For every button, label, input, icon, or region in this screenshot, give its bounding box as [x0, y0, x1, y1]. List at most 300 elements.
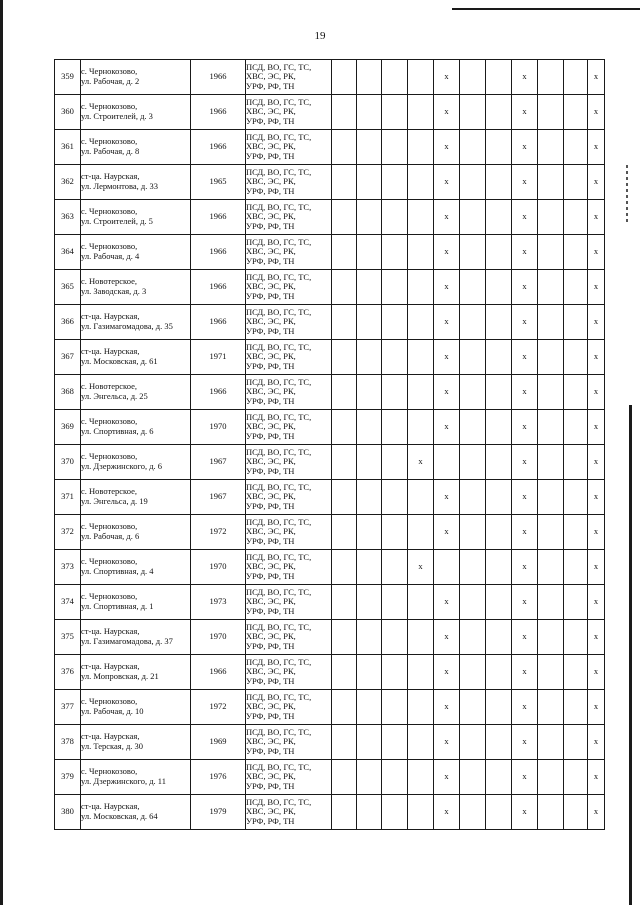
work-type-cell [538, 655, 564, 690]
year-built: 1973 [191, 585, 246, 620]
table-row [55, 375, 605, 410]
work-mark: x [593, 211, 599, 222]
services-line: ХВС, ЭС, РК, [246, 492, 296, 502]
address-cell [81, 445, 191, 480]
table-row [55, 620, 605, 655]
address-cell [81, 725, 191, 760]
work-type-cell [460, 690, 486, 725]
address-street: ул. Строителей, д. 5 [81, 217, 153, 226]
services-line: ПСД, ВО, ГС, ТС, [246, 447, 312, 457]
services-line: ПСД, ВО, ГС, ТС, [246, 202, 312, 212]
work-type-cell [538, 410, 564, 445]
address-street: ул. Энгельса, д. 19 [81, 497, 148, 506]
services-cell [246, 795, 332, 830]
work-type-cell [408, 795, 434, 830]
address-street: ул. Строителей, д. 3 [81, 112, 153, 121]
work-mark: x [444, 631, 449, 642]
year-built: 1976 [191, 760, 246, 795]
work-type-cell [382, 515, 408, 550]
address-locality: с. Чернокозово, [81, 557, 138, 567]
work-mark: x [522, 71, 527, 82]
services-cell [246, 305, 332, 340]
work-type-cell [486, 60, 512, 95]
work-type-cell [460, 165, 486, 200]
year-built: 1970 [191, 410, 246, 445]
work-mark: x [522, 666, 527, 677]
work-mark: x [593, 71, 599, 82]
work-type-cell [512, 95, 538, 130]
services-line: ПСД, ВО, ГС, ТС, [246, 62, 312, 72]
work-type-cell [434, 480, 460, 515]
services-line: ПСД, ВО, ГС, ТС, [246, 132, 312, 142]
services-line: ХВС, ЭС, РК, [246, 457, 296, 467]
work-type-cell [434, 760, 460, 795]
work-type-cell [332, 375, 357, 410]
work-type-cell [538, 760, 564, 795]
work-type-cell [332, 165, 357, 200]
work-mark: x [593, 106, 599, 117]
work-type-cell [486, 165, 512, 200]
work-type-cell [382, 165, 408, 200]
row-number: 378 [55, 725, 81, 760]
services-line: ПСД, ВО, ГС, ТС, [246, 727, 312, 737]
services-line: ХВС, ЭС, РК, [246, 632, 296, 642]
address-street: ул. Спортивная, д. 6 [81, 427, 154, 436]
services-line: ПСД, ВО, ГС, ТС, [246, 377, 312, 387]
work-type-cell [382, 340, 408, 375]
work-type-cell [357, 305, 382, 340]
work-type-cell [538, 515, 564, 550]
work-type-cell [332, 725, 357, 760]
work-type-cell [357, 200, 382, 235]
work-type-cell [564, 760, 588, 795]
work-type-cell [588, 375, 605, 410]
address-cell [81, 480, 191, 515]
work-mark: x [522, 176, 527, 187]
row-number: 376 [55, 655, 81, 690]
services-line: УРФ, РФ, ТН [246, 466, 295, 476]
table-row [55, 480, 605, 515]
work-type-cell [460, 620, 486, 655]
work-type-cell [382, 60, 408, 95]
services-cell [246, 480, 332, 515]
services-line: ХВС, ЭС, РК, [246, 422, 296, 432]
services-line: ПСД, ВО, ГС, ТС, [246, 237, 312, 247]
work-type-cell [588, 130, 605, 165]
work-type-cell [538, 550, 564, 585]
work-type-cell [486, 305, 512, 340]
address-locality: с. Чернокозово, [81, 697, 138, 707]
work-mark: x [444, 176, 449, 187]
work-mark: x [522, 736, 527, 747]
work-type-cell [382, 130, 408, 165]
year-built: 1966 [191, 235, 246, 270]
work-type-cell [512, 270, 538, 305]
housing-register-table [54, 59, 605, 830]
table-row [55, 410, 605, 445]
work-type-cell [538, 305, 564, 340]
services-line: УРФ, РФ, ТН [246, 536, 295, 546]
table-row [55, 340, 605, 375]
address-locality: с. Чернокозово, [81, 207, 138, 217]
address-street: ул. Дзержинского, д. 11 [81, 777, 166, 786]
work-mark: x [444, 211, 449, 222]
work-type-cell [486, 235, 512, 270]
work-type-cell [486, 445, 512, 480]
services-cell [246, 620, 332, 655]
work-type-cell [486, 95, 512, 130]
address-locality: с. Чернокозово, [81, 67, 138, 77]
work-type-cell [408, 340, 434, 375]
services-line: УРФ, РФ, ТН [246, 291, 295, 301]
address-cell [81, 95, 191, 130]
work-type-cell [538, 795, 564, 830]
work-type-cell [460, 410, 486, 445]
work-type-cell [408, 620, 434, 655]
work-type-cell [538, 585, 564, 620]
work-mark: x [593, 456, 599, 467]
work-type-cell [538, 445, 564, 480]
work-type-cell [332, 270, 357, 305]
services-line: ХВС, ЭС, РК, [246, 352, 296, 362]
work-type-cell [588, 410, 605, 445]
work-type-cell [512, 60, 538, 95]
work-mark: x [593, 176, 599, 187]
address-cell [81, 60, 191, 95]
work-type-cell [588, 760, 605, 795]
services-line: ПСД, ВО, ГС, ТС, [246, 167, 312, 177]
work-type-cell [434, 585, 460, 620]
work-type-cell [564, 445, 588, 480]
services-cell [246, 95, 332, 130]
services-line: ХВС, ЭС, РК, [246, 772, 296, 782]
work-type-cell [588, 340, 605, 375]
address-street: ул. Мопровская, д. 21 [81, 672, 159, 681]
work-mark: x [444, 666, 449, 677]
work-type-cell [538, 165, 564, 200]
work-type-cell [538, 95, 564, 130]
address-locality: ст-ца. Наурская, [81, 732, 140, 742]
services-line: ХВС, ЭС, РК, [246, 807, 296, 817]
work-mark: x [522, 246, 527, 257]
work-type-cell [332, 305, 357, 340]
row-number: 375 [55, 620, 81, 655]
work-type-cell [382, 95, 408, 130]
work-type-cell [486, 690, 512, 725]
services-line: ХВС, ЭС, РК, [246, 527, 296, 537]
address-locality: с. Новотерское, [81, 277, 137, 287]
work-mark: x [522, 386, 527, 397]
work-type-cell [588, 235, 605, 270]
work-mark: x [593, 141, 599, 152]
services-line: ПСД, ВО, ГС, ТС, [246, 552, 312, 562]
address-cell [81, 200, 191, 235]
services-line: УРФ, РФ, ТН [246, 571, 295, 581]
work-type-cell [486, 760, 512, 795]
address-locality: с. Чернокозово, [81, 242, 138, 252]
work-type-cell [434, 515, 460, 550]
work-type-cell [357, 340, 382, 375]
work-mark: x [593, 806, 599, 817]
work-type-cell [460, 445, 486, 480]
work-type-cell [434, 620, 460, 655]
work-type-cell [486, 585, 512, 620]
work-type-cell [332, 340, 357, 375]
work-mark: x [522, 491, 527, 502]
address-locality: ст-ца. Наурская, [81, 662, 140, 672]
row-number: 369 [55, 410, 81, 445]
services-cell [246, 445, 332, 480]
work-mark: x [444, 806, 449, 817]
address-cell [81, 760, 191, 795]
work-type-cell [332, 235, 357, 270]
work-type-cell [357, 375, 382, 410]
work-mark: x [593, 386, 599, 397]
work-mark: x [444, 246, 449, 257]
table-row [55, 585, 605, 620]
row-number: 367 [55, 340, 81, 375]
year-built: 1969 [191, 725, 246, 760]
address-street: ул. Заводская, д. 3 [81, 287, 147, 296]
table-row [55, 60, 605, 95]
address-cell [81, 795, 191, 830]
work-type-cell [512, 165, 538, 200]
scan-edge-right [629, 405, 632, 905]
table-row [55, 690, 605, 725]
services-line: ХВС, ЭС, РК, [246, 247, 296, 257]
work-type-cell [434, 200, 460, 235]
work-type-cell [512, 550, 538, 585]
work-type-cell [512, 690, 538, 725]
work-type-cell [382, 690, 408, 725]
work-type-cell [538, 375, 564, 410]
address-street: ул. Спортивная, д. 1 [81, 602, 154, 611]
work-mark: x [522, 456, 527, 467]
row-number: 368 [55, 375, 81, 410]
work-type-cell [588, 305, 605, 340]
services-line: ХВС, ЭС, РК, [246, 667, 296, 677]
work-type-cell [332, 445, 357, 480]
address-locality: с. Новотерское, [81, 382, 137, 392]
work-mark: x [444, 526, 449, 537]
address-cell [81, 620, 191, 655]
work-type-cell [588, 60, 605, 95]
services-line: УРФ, РФ, ТН [246, 396, 295, 406]
work-type-cell [564, 130, 588, 165]
row-number: 364 [55, 235, 81, 270]
year-built: 1966 [191, 200, 246, 235]
row-number: 366 [55, 305, 81, 340]
row-number: 360 [55, 95, 81, 130]
work-type-cell [512, 200, 538, 235]
address-street: ул. Энгельса, д. 25 [81, 392, 148, 401]
table-row [55, 550, 605, 585]
address-cell [81, 655, 191, 690]
address-cell [81, 165, 191, 200]
work-type-cell [512, 480, 538, 515]
services-line: ПСД, ВО, ГС, ТС, [246, 692, 312, 702]
work-type-cell [408, 60, 434, 95]
work-type-cell [588, 585, 605, 620]
services-line: ПСД, ВО, ГС, ТС, [246, 272, 312, 282]
services-line: УРФ, РФ, ТН [246, 711, 295, 721]
services-cell [246, 340, 332, 375]
work-type-cell [382, 620, 408, 655]
work-type-cell [408, 130, 434, 165]
address-street: ул. Газимагомадова, д. 35 [81, 322, 173, 331]
work-mark: x [444, 316, 449, 327]
services-cell [246, 375, 332, 410]
work-type-cell [486, 270, 512, 305]
services-line: ХВС, ЭС, РК, [246, 737, 296, 747]
work-type-cell [357, 550, 382, 585]
row-number: 363 [55, 200, 81, 235]
table-row [55, 445, 605, 480]
services-cell [246, 725, 332, 760]
work-type-cell [382, 480, 408, 515]
work-type-cell [408, 165, 434, 200]
header-rule [452, 8, 640, 10]
work-type-cell [486, 550, 512, 585]
work-type-cell [538, 690, 564, 725]
work-type-cell [588, 515, 605, 550]
work-mark: x [522, 281, 527, 292]
address-cell [81, 305, 191, 340]
year-built: 1966 [191, 95, 246, 130]
work-mark: x [593, 491, 599, 502]
work-type-cell [564, 480, 588, 515]
work-mark: x [522, 351, 527, 362]
table-row [55, 95, 605, 130]
work-type-cell [564, 690, 588, 725]
address-street: ул. Рабочая, д. 10 [81, 707, 144, 716]
work-type-cell [588, 690, 605, 725]
work-type-cell [332, 585, 357, 620]
work-type-cell [357, 620, 382, 655]
work-mark: x [522, 106, 527, 117]
work-type-cell [357, 60, 382, 95]
work-type-cell [538, 480, 564, 515]
services-line: УРФ, РФ, ТН [246, 326, 295, 336]
row-number: 370 [55, 445, 81, 480]
services-line: УРФ, РФ, ТН [246, 781, 295, 791]
work-mark: x [522, 421, 527, 432]
work-type-cell [332, 655, 357, 690]
address-cell [81, 340, 191, 375]
work-type-cell [434, 550, 460, 585]
work-type-cell [332, 550, 357, 585]
work-type-cell [332, 515, 357, 550]
work-type-cell [564, 200, 588, 235]
table-row [55, 305, 605, 340]
work-type-cell [486, 515, 512, 550]
work-mark: x [522, 771, 527, 782]
work-type-cell [434, 375, 460, 410]
scan-artifact [626, 165, 628, 225]
work-type-cell [512, 515, 538, 550]
work-type-cell [512, 760, 538, 795]
work-type-cell [588, 200, 605, 235]
work-type-cell [408, 690, 434, 725]
services-line: ПСД, ВО, ГС, ТС, [246, 517, 312, 527]
work-type-cell [538, 130, 564, 165]
work-mark: x [593, 421, 599, 432]
work-type-cell [357, 585, 382, 620]
services-line: ПСД, ВО, ГС, ТС, [246, 762, 312, 772]
work-type-cell [357, 480, 382, 515]
work-type-cell [408, 235, 434, 270]
work-type-cell [460, 760, 486, 795]
work-type-cell [332, 410, 357, 445]
work-type-cell [564, 585, 588, 620]
work-type-cell [408, 550, 434, 585]
work-type-cell [564, 95, 588, 130]
work-type-cell [512, 410, 538, 445]
services-line: ХВС, ЭС, РК, [246, 177, 296, 187]
work-type-cell [382, 760, 408, 795]
work-type-cell [408, 725, 434, 760]
work-type-cell [408, 375, 434, 410]
year-built: 1970 [191, 550, 246, 585]
work-type-cell [434, 270, 460, 305]
services-line: ХВС, ЭС, РК, [246, 72, 296, 82]
work-mark: x [418, 456, 423, 467]
address-cell [81, 410, 191, 445]
table-body [55, 60, 605, 830]
work-type-cell [434, 410, 460, 445]
row-number: 374 [55, 585, 81, 620]
work-type-cell [408, 655, 434, 690]
table-row [55, 200, 605, 235]
year-built: 1967 [191, 445, 246, 480]
work-type-cell [332, 200, 357, 235]
work-type-cell [332, 480, 357, 515]
work-type-cell [332, 690, 357, 725]
work-type-cell [460, 305, 486, 340]
row-number: 362 [55, 165, 81, 200]
work-type-cell [486, 340, 512, 375]
work-type-cell [357, 235, 382, 270]
row-number: 379 [55, 760, 81, 795]
year-built: 1966 [191, 270, 246, 305]
services-line: ПСД, ВО, ГС, ТС, [246, 657, 312, 667]
work-type-cell [512, 620, 538, 655]
work-type-cell [357, 725, 382, 760]
services-line: УРФ, РФ, ТН [246, 676, 295, 686]
work-type-cell [564, 515, 588, 550]
work-type-cell [332, 130, 357, 165]
work-type-cell [486, 725, 512, 760]
work-type-cell [408, 95, 434, 130]
year-built: 1966 [191, 60, 246, 95]
work-type-cell [564, 620, 588, 655]
work-type-cell [460, 235, 486, 270]
work-mark: x [444, 141, 449, 152]
row-number: 377 [55, 690, 81, 725]
address-locality: с. Чернокозово, [81, 137, 138, 147]
year-built: 1966 [191, 305, 246, 340]
services-line: ХВС, ЭС, РК, [246, 562, 296, 572]
work-type-cell [538, 235, 564, 270]
work-type-cell [460, 725, 486, 760]
work-mark: x [444, 596, 449, 607]
work-type-cell [486, 375, 512, 410]
work-type-cell [434, 725, 460, 760]
work-type-cell [357, 655, 382, 690]
work-type-cell [486, 655, 512, 690]
address-locality: с. Чернокозово, [81, 522, 138, 532]
work-type-cell [538, 60, 564, 95]
